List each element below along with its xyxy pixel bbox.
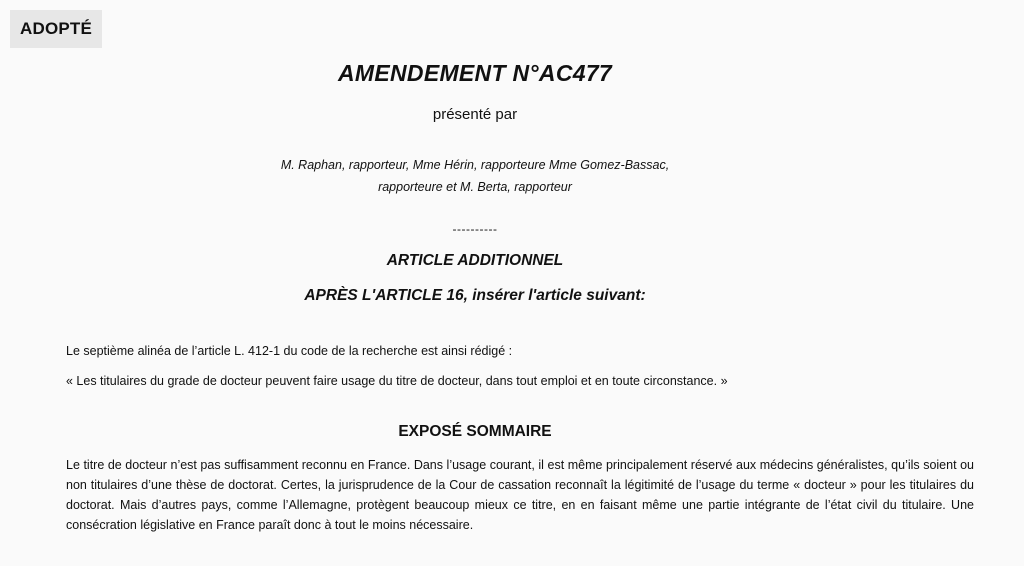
body-paragraph: « Les titulaires du grade de docteur peuvent faire usage du titre de docteur, dans tout emploi et en toute circonstance. » [66, 374, 728, 388]
presented-by-label: présenté par [432, 106, 518, 123]
body-paragraph: Le septième alinéa de l’article L. 412-1 du code de la recherche est ainsi rédigé : [66, 344, 513, 358]
amendment-title: AMENDEMENT N°AC477 [337, 60, 613, 86]
article-instruction: APRÈS L'ARTICLE 16, insérer l'article suivant: [304, 287, 646, 304]
summary-text: Le titre de docteur n’est pas suffisamment reconnu en France. Dans l’usage courant, il est même principalement réservé aux médecins généralistes, qu’ils soient ou non titulaires d’une thèse de doctorat. Certes, la jurisprudence de la Cour de cassation reconnaît la légitimité de l’usage du terme « docteur » pour les titulaires du doctorat. Mais d’autres pays, comme l’Allemagne, protègent beaucoup mieux ce titre, en en faisant même une partie intégrante de l’état civil du titulaire. Une consécration législative en France paraît donc à tout le moins nécessaire. [66, 458, 974, 532]
status-badge: ADOPTÉ [10, 10, 102, 48]
summary-heading: EXPOSÉ SOMMAIRE [398, 423, 552, 440]
authors-list: M. Raphan, rapporteur, Mme Hérin, rapporteure Mme Gomez-Bassac, rapporteure et M. Berta, rapporteur [280, 158, 670, 194]
separator: ---------- [452, 222, 498, 236]
article-heading: ARTICLE ADDITIONNEL [386, 252, 564, 269]
